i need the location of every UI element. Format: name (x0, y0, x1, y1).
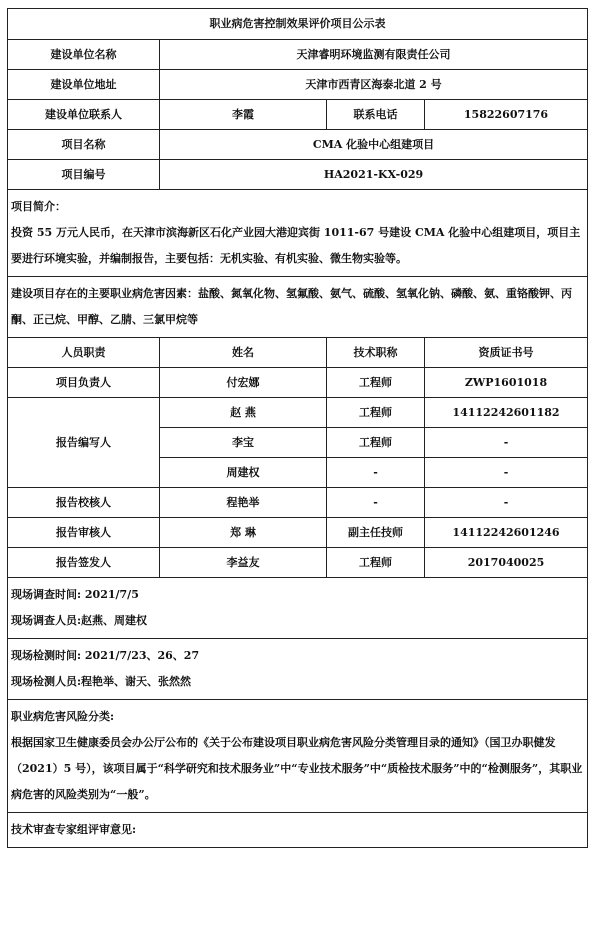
staff-cert: 2017040025 (425, 548, 588, 578)
unit-name-label: 建设单位名称 (8, 40, 160, 70)
intro-text: 投资 55 万元人民币，在天津市滨海新区石化产业园大港迎宾街 1011-67 号建设 CMA 化验中心组建项目，项目主要进行环境实验，并编制报告，主要包括：无机实验、有机实验、微生物实验等。 (11, 226, 581, 265)
staff-cert: - (425, 458, 588, 488)
staff-title: 副主任技师 (327, 518, 425, 548)
staff-role: 报告编写人 (8, 398, 160, 488)
survey-info (8, 578, 588, 639)
expert-opinion: 技术审查专家组评审意见: (8, 813, 588, 848)
staff-name: 付宏娜 (160, 368, 327, 398)
staff-title: 工程师 (327, 428, 425, 458)
disclosure-sheet (7, 8, 587, 848)
staff-title: - (327, 488, 425, 518)
staff-cert: ZWP1601018 (425, 368, 588, 398)
staff-role: 项目负责人 (8, 368, 160, 398)
staff-header-title: 技术职称 (327, 338, 425, 368)
staff-cert: 14112242601182 (425, 398, 588, 428)
staff-title: 工程师 (327, 548, 425, 578)
staff-name: 赵 燕 (160, 398, 327, 428)
project-code-label: 项目编号 (8, 160, 160, 190)
staff-role: 报告审核人 (8, 518, 160, 548)
table-row (8, 368, 588, 398)
staff-title: 工程师 (327, 398, 425, 428)
project-intro (8, 190, 588, 277)
hazard-factors: 建设项目存在的主要职业病危害因素：盐酸、氮氧化物、氢氟酸、氨气、硫酸、氢氧化钠、磷酸、氨、重铬酸钾、丙酮、正己烷、甲醇、乙腈、三氯甲烷等 (8, 277, 588, 338)
survey-staff: 现场调查人员:赵燕、周建权 (11, 614, 148, 627)
table-row (8, 518, 588, 548)
staff-name: 程艳举 (160, 488, 327, 518)
test-time: 现场检测时间: 2021/7/23、26、27 (11, 649, 200, 662)
staff-header-name: 姓名 (160, 338, 327, 368)
risk-classification (8, 700, 588, 813)
table-row (8, 398, 588, 428)
disclosure-table (7, 8, 588, 848)
risk-heading: 职业病危害风险分类: (11, 710, 115, 723)
survey-time: 现场调查时间: 2021/7/5 (11, 588, 139, 601)
staff-cert: - (425, 488, 588, 518)
unit-address-label: 建设单位地址 (8, 70, 160, 100)
intro-heading: 项目简介： (11, 200, 66, 213)
project-name: CMA 化验中心组建项目 (160, 130, 588, 160)
staff-cert: - (425, 428, 588, 458)
test-staff: 现场检测人员:程艳举、谢天、张然然 (11, 675, 192, 688)
staff-header-cert: 资质证书号 (425, 338, 588, 368)
staff-title: - (327, 458, 425, 488)
project-code: HA2021-KX-029 (160, 160, 588, 190)
staff-role: 报告签发人 (8, 548, 160, 578)
unit-phone: 15822607176 (425, 100, 588, 130)
staff-name: 李益友 (160, 548, 327, 578)
unit-contact-label: 建设单位联系人 (8, 100, 160, 130)
staff-title: 工程师 (327, 368, 425, 398)
staff-name: 李宝 (160, 428, 327, 458)
risk-text: 根据国家卫生健康委员会办公厅公布的《关于公布建设项目职业病危害风险分类管理目录的通知》（国卫办职健发（2021）5 号），该项目属于“科学研究和技术服务业”中“专业技术服务”中“质检技术服务”中的“检测服务”，其职业病危害的风险类别为“一般”。 (11, 736, 583, 801)
test-info (8, 639, 588, 700)
table-row (8, 548, 588, 578)
unit-contact: 李霞 (160, 100, 327, 130)
unit-name: 天津睿明环境监测有限责任公司 (160, 40, 588, 70)
table-row (8, 488, 588, 518)
unit-phone-label: 联系电话 (327, 100, 425, 130)
unit-address: 天津市西青区海泰北道 2 号 (160, 70, 588, 100)
staff-role: 报告校核人 (8, 488, 160, 518)
staff-name: 郑 琳 (160, 518, 327, 548)
staff-name: 周建权 (160, 458, 327, 488)
staff-cert: 14112242601246 (425, 518, 588, 548)
table-title: 职业病危害控制效果评价项目公示表 (8, 9, 588, 40)
project-name-label: 项目名称 (8, 130, 160, 160)
staff-header-role: 人员职责 (8, 338, 160, 368)
